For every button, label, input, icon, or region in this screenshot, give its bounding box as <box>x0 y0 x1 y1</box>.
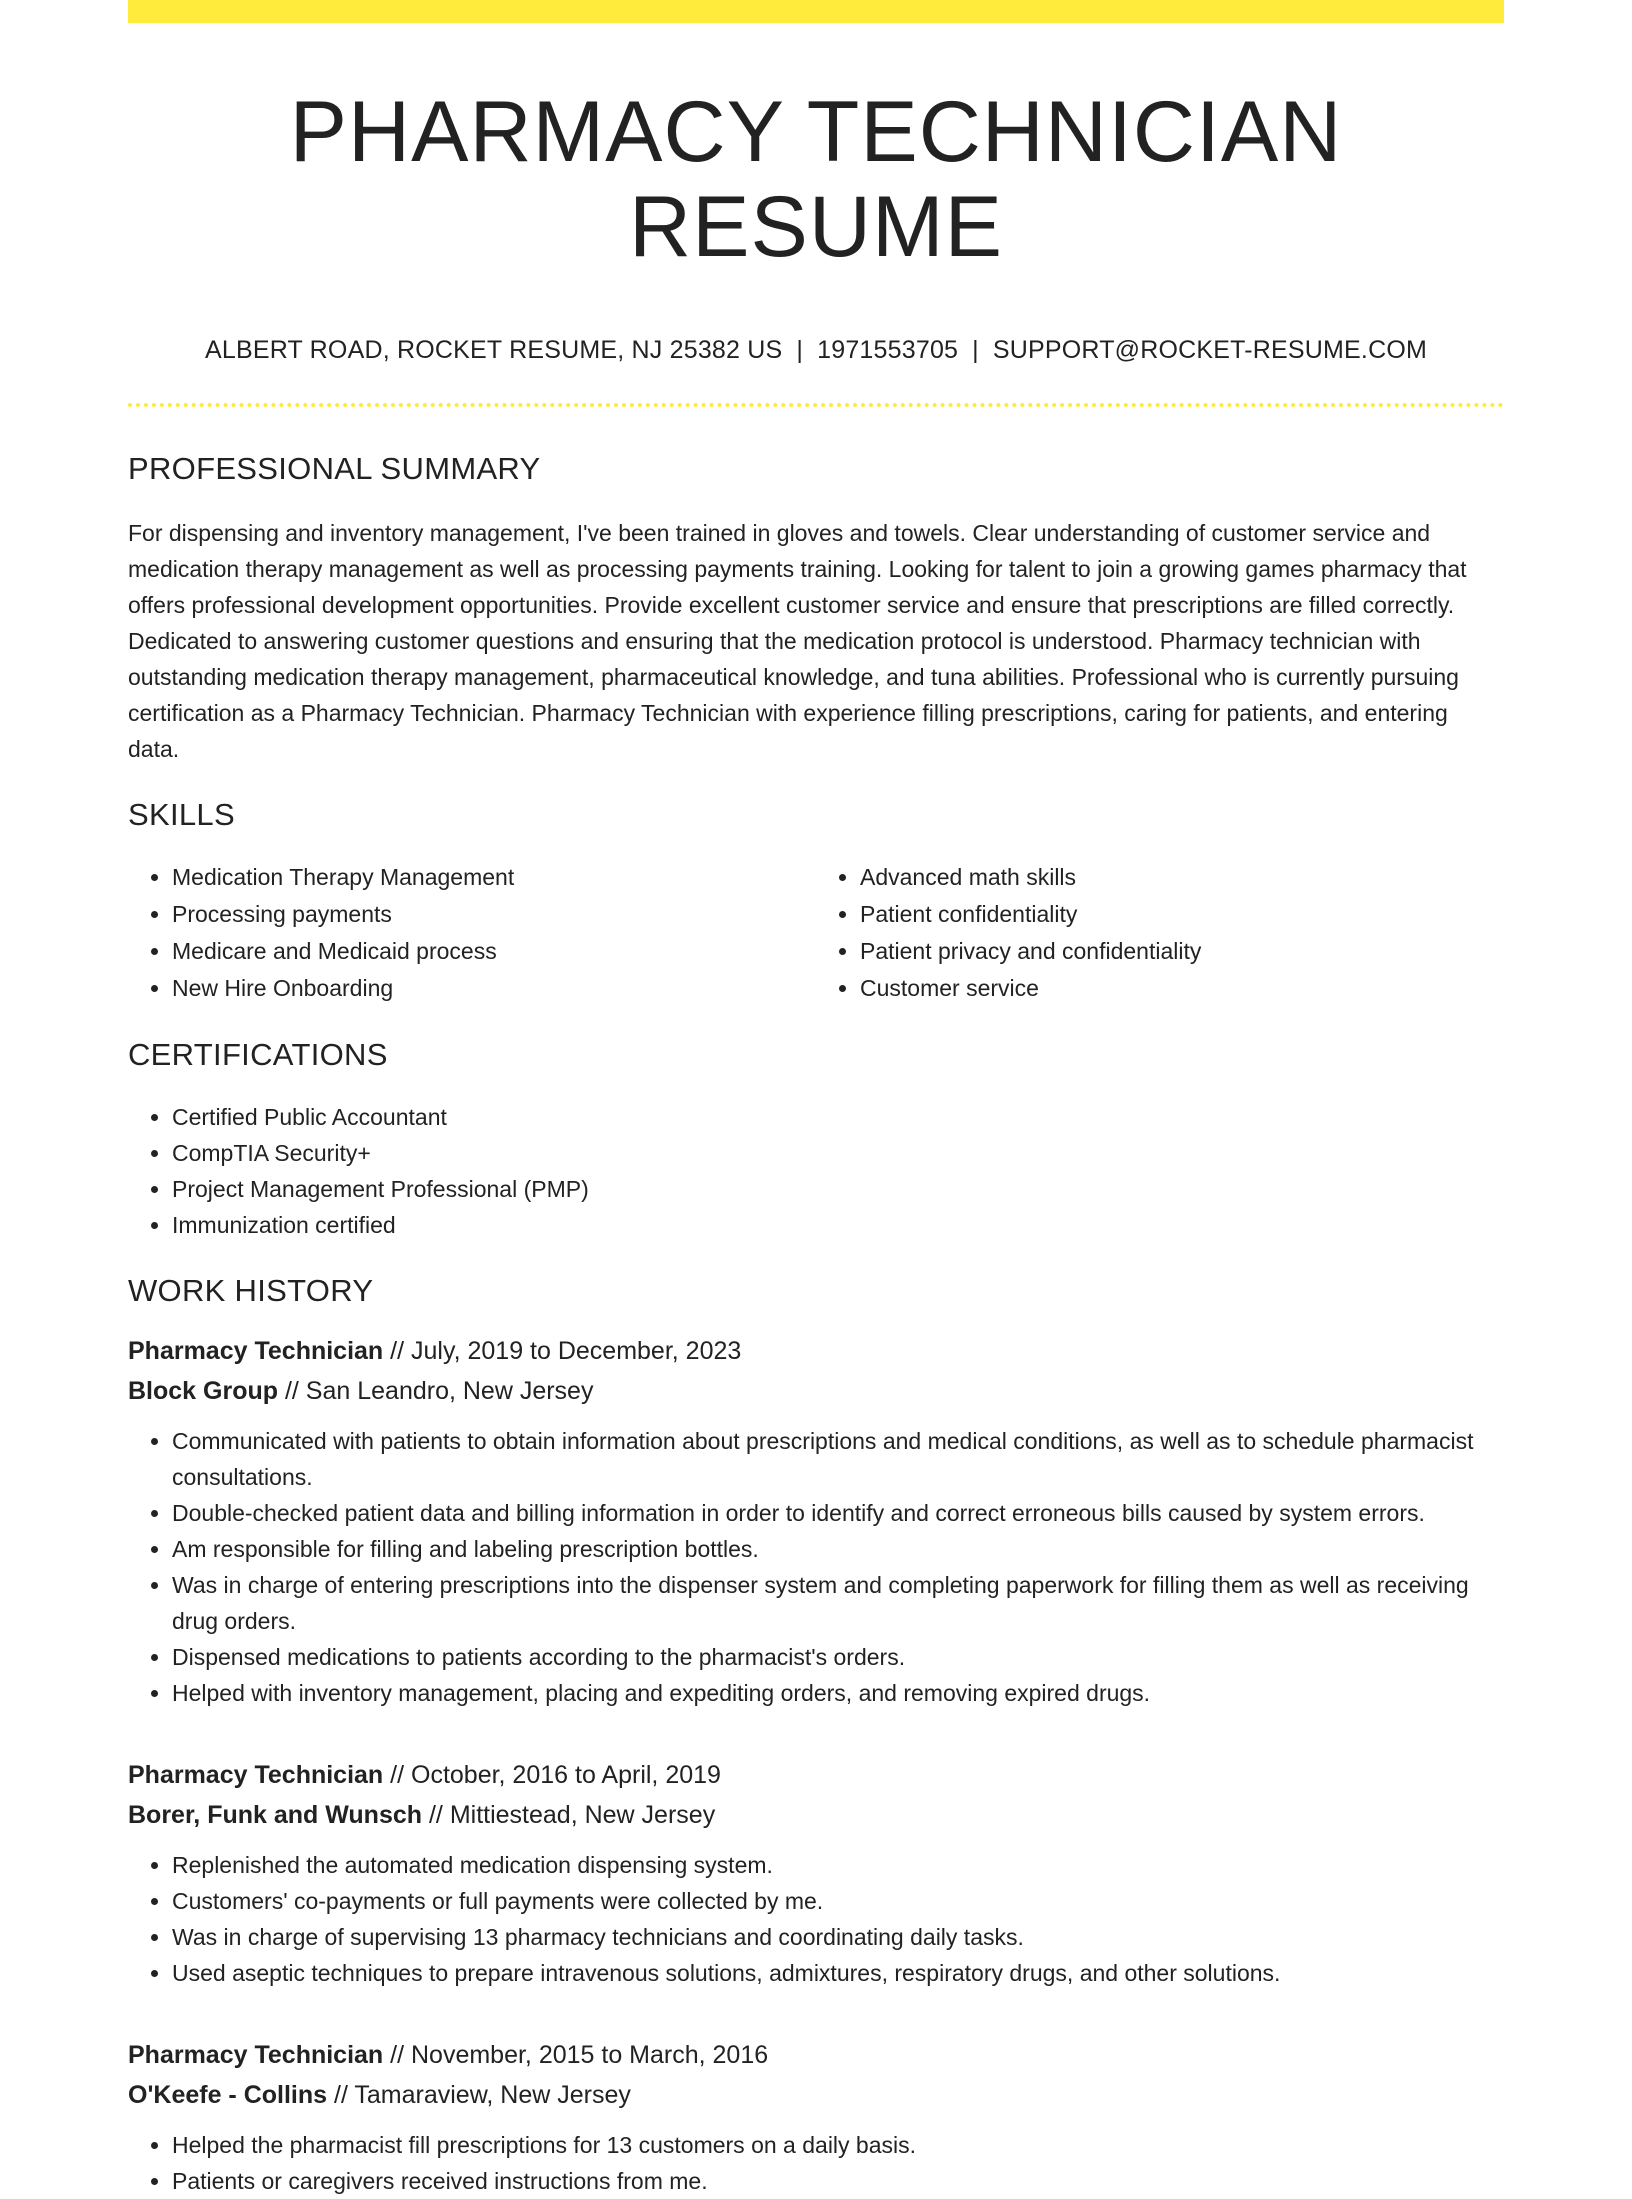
contact-line <box>128 336 1504 365</box>
skill-item: • Customer service <box>860 970 1504 1006</box>
job-entry <box>128 1755 1504 1991</box>
job-bullet: • Communicated with patients to obtain information about prescriptions and medical conditions, as well as to schedule pharmacist consultations. <box>172 1423 1504 1495</box>
skill-item: • New Hire Onboarding <box>172 970 816 1006</box>
job-bullet: • Double-checked patient data and billing information in order to identify and correct erroneous bills caused by system errors. <box>172 1495 1504 1531</box>
job-company-line <box>128 1795 1504 1835</box>
job-company: Borer, Funk and Wunsch <box>128 1801 423 1830</box>
skills-list <box>128 859 1504 1007</box>
job-title-line <box>128 1331 1504 1371</box>
job-title-line <box>128 2035 1504 2075</box>
skills-heading: SKILLS <box>128 797 235 833</box>
job-bullet: • Customers' co-payments or full payments were collected by me. <box>172 1883 1504 1919</box>
certification-item: • Certified Public Accountant <box>172 1099 1504 1135</box>
certification-item: • CompTIA Security+ <box>172 1135 1504 1171</box>
skills-column-left <box>128 859 816 1007</box>
job-bullets <box>128 1423 1504 1711</box>
skills-column-right <box>816 859 1504 1007</box>
job-bullet: • Replenished the automated medication dispensing system. <box>172 1847 1504 1883</box>
job-company: Block Group <box>128 1377 279 1406</box>
skill-item: • Medication Therapy Management <box>172 859 816 895</box>
job-entry <box>128 1331 1504 1711</box>
job-bullet: • Helped the pharmacist fill prescriptions for 13 customers on a daily basis. <box>172 2127 1504 2163</box>
certifications-heading: CERTIFICATIONS <box>128 1037 388 1073</box>
job-title-line <box>128 1755 1504 1795</box>
skill-item: • Processing payments <box>172 896 816 932</box>
job-bullet: • Helped with inventory management, placing and expediting orders, and removing expired drugs. <box>172 1675 1504 1711</box>
contact-phone: 1971553705 <box>817 336 959 365</box>
job-location: // Tamaraview, New Jersey <box>334 2081 631 2110</box>
job-bullet: • Patients or caregivers received instructions from me. <box>172 2163 1504 2199</box>
job-bullet: • Was in charge of entering prescriptions into the dispenser system and completing paperwork for filling them as well as receiving drug orders. <box>172 1567 1504 1639</box>
skill-item: • Patient confidentiality <box>860 896 1504 932</box>
contact-address: ALBERT ROAD, ROCKET RESUME, NJ 25382 US <box>204 336 783 365</box>
resume-title: PHARMACY TECHNICIAN RESUME <box>289 84 1343 275</box>
skill-item: • Patient privacy and confidentiality <box>860 933 1504 969</box>
job-company-line <box>128 2075 1504 2115</box>
job-bullet: • Am responsible for filling and labeling prescription bottles. <box>172 1531 1504 1567</box>
summary-heading: PROFESSIONAL SUMMARY <box>128 451 541 487</box>
job-dates: // November, 2015 to March, 2016 <box>390 2041 769 2070</box>
certification-item: • Immunization certified <box>172 1207 1504 1243</box>
job-location: // Mittiestead, New Jersey <box>428 1801 716 1830</box>
contact-separator: | <box>796 336 804 365</box>
contact-separator: | <box>972 336 979 365</box>
job-location: // San Leandro, New Jersey <box>284 1377 594 1406</box>
job-title: Pharmacy Technician <box>128 1761 384 1790</box>
skill-item: • Medicare and Medicaid process <box>172 933 816 969</box>
job-bullets <box>128 2127 1504 2199</box>
work-history-heading: WORK HISTORY <box>128 1273 374 1309</box>
job-dates: // July, 2019 to December, 2023 <box>390 1337 742 1366</box>
certification-item: • Project Management Professional (PMP) <box>172 1171 1504 1207</box>
contact-email[interactable]: SUPPORT@ROCKET-RESUME.COM <box>992 336 1428 365</box>
dotted-divider <box>128 403 1504 407</box>
top-accent-bar <box>128 0 1504 23</box>
job-company: O'Keefe - Collins <box>128 2081 328 2110</box>
resume-page <box>128 0 1504 2199</box>
job-entry <box>128 2035 1504 2199</box>
job-bullet: • Used aseptic techniques to prepare intravenous solutions, admixtures, respiratory drugs, and other solutions. <box>172 1955 1504 1991</box>
skill-item: • Advanced math skills <box>860 859 1504 895</box>
summary-text: For dispensing and inventory management, I've been trained in gloves and towels. Clear understanding of customer service and medication therapy management as well as processing payments training. Looking for talent to join a growing games pharmacy that offers professional development opportunities. Provide excellent customer service and ensure that prescriptions are filled correctly. Dedicated to answering customer questions and ensuring that the medication protocol is understood. Pharmacy technician with outstanding medication therapy management, pharmaceutical knowledge, and tuna abilities. Professional who is currently pursuing certification as a Pharmacy Technician. Pharmacy Technician with experience filling prescriptions, caring for patients, and entering data. <box>128 520 1467 763</box>
job-bullets <box>128 1847 1504 1991</box>
certifications-list <box>128 1099 1504 1243</box>
job-title: Pharmacy Technician <box>128 2041 384 2070</box>
job-company-line <box>128 1371 1504 1411</box>
job-bullet: • Was in charge of supervising 13 pharmacy technicians and coordinating daily tasks. <box>172 1919 1504 1955</box>
job-title: Pharmacy Technician <box>128 1337 384 1366</box>
job-bullet: • Dispensed medications to patients according to the pharmacist's orders. <box>172 1639 1504 1675</box>
job-dates: // October, 2016 to April, 2019 <box>390 1761 721 1790</box>
